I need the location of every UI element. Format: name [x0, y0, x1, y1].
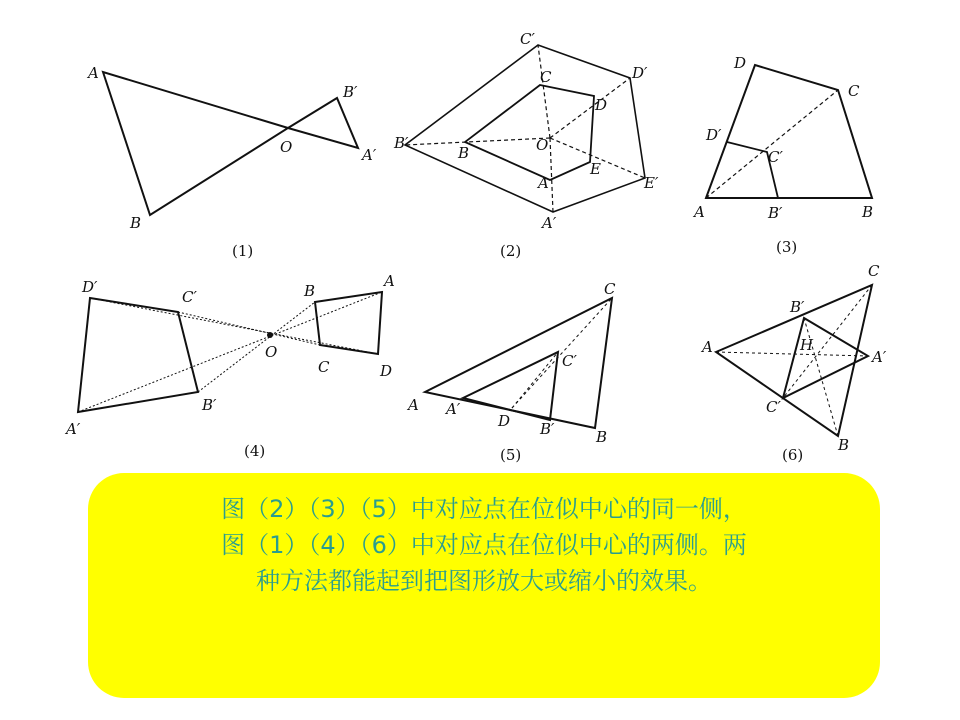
figure-2: [405, 45, 645, 212]
fig2-label-c-prime: C′: [520, 30, 535, 48]
fig2-label-e-prime: E′: [644, 174, 659, 192]
summary-line-2: 图（1）（4）（6）中对应点在位似中心的两侧。两: [221, 531, 747, 559]
fig4-label-d: D: [380, 362, 393, 380]
quadrilateral-a'b'c'd': [78, 298, 198, 412]
summary-line-3: 种方法都能起到把图形放大或缩小的效果。: [256, 567, 712, 595]
fig2-caption: (2): [500, 242, 522, 260]
fig1-label-b: B: [130, 214, 142, 232]
fig3-label-d: D: [734, 54, 747, 72]
fig5-label-c: C: [604, 280, 616, 298]
fig6-label-b-prime: B′: [790, 298, 805, 316]
fig3-label-d-prime: D′: [706, 126, 722, 144]
inner-pentagon: [465, 85, 594, 180]
fig5-label-b-prime: B′: [540, 420, 555, 438]
summary-text: [88, 491, 880, 599]
fig6-label-a: A: [702, 338, 713, 356]
fig4-label-c: C: [318, 358, 330, 376]
fig1-caption: (1): [232, 242, 254, 260]
fig1-label-a-prime: A′: [362, 146, 377, 164]
fig2-label-d: D: [595, 96, 608, 114]
triangle-a'b'c': [463, 352, 558, 420]
triangle-o-b'-a': [288, 98, 358, 148]
figure-4: [78, 292, 382, 412]
fig3-label-b-prime: B′: [768, 204, 783, 222]
fig4-label-b-prime: B′: [202, 396, 217, 414]
fig4-label-c-prime: C′: [182, 288, 197, 306]
fig3-caption: (3): [776, 238, 798, 256]
fig2-label-a: A: [538, 174, 549, 192]
fig5-label-a-prime: A′: [446, 400, 461, 418]
fig4-label-b: B: [304, 282, 316, 300]
figure-1: [103, 72, 358, 215]
fig1-label-b-prime: B′: [343, 83, 358, 101]
fig2-label-b-prime: B′: [394, 134, 409, 152]
outer-pentagon: [405, 45, 645, 212]
fig4-label-a-prime: A′: [66, 420, 81, 438]
fig5-caption: (5): [500, 446, 522, 464]
fig3-label-b: B: [862, 203, 874, 221]
fig3-label-c: C: [848, 82, 860, 100]
fig2-label-c: C: [540, 68, 552, 86]
fig4-label-a: A: [384, 272, 395, 290]
fig2-label-b: B: [458, 144, 470, 162]
fig1-label-o: O: [280, 138, 293, 156]
fig6-label-b: B: [838, 436, 850, 454]
fig5-label-b: B: [596, 428, 608, 446]
fig2-label-e: E: [590, 160, 601, 178]
fig2-label-o: O: [536, 136, 549, 154]
fig4-label-d-prime: D′: [82, 278, 98, 296]
summary-callout: [88, 473, 880, 698]
fig4-label-o: O: [265, 343, 278, 361]
summary-line-1: 图（2）（3）（5）中对应点在位似中心的同一侧，: [221, 495, 747, 523]
fig3-label-a: A: [694, 203, 705, 221]
fig5-label-d: D: [498, 412, 511, 430]
fig6-label-c-prime: C′: [766, 398, 781, 416]
triangle-abo: [103, 72, 288, 215]
rays-through-o: [78, 292, 382, 412]
fig2-label-d-prime: D′: [632, 64, 648, 82]
fig5-label-c-prime: C′: [562, 352, 577, 370]
fig3-label-c-prime: C′: [768, 148, 783, 166]
fig1-label-a: A: [88, 64, 99, 82]
fig5-label-a: A: [408, 396, 419, 414]
fig2-label-a-prime: A′: [542, 214, 557, 232]
fig6-label-a-prime: A′: [872, 348, 887, 366]
fig4-caption: (4): [244, 442, 266, 460]
fig6-caption: (6): [782, 446, 804, 464]
quadrilateral-abcd: [315, 292, 382, 354]
fig6-label-h: H: [800, 336, 814, 354]
fig6-label-c: C: [868, 262, 880, 280]
center-o: [267, 332, 273, 338]
